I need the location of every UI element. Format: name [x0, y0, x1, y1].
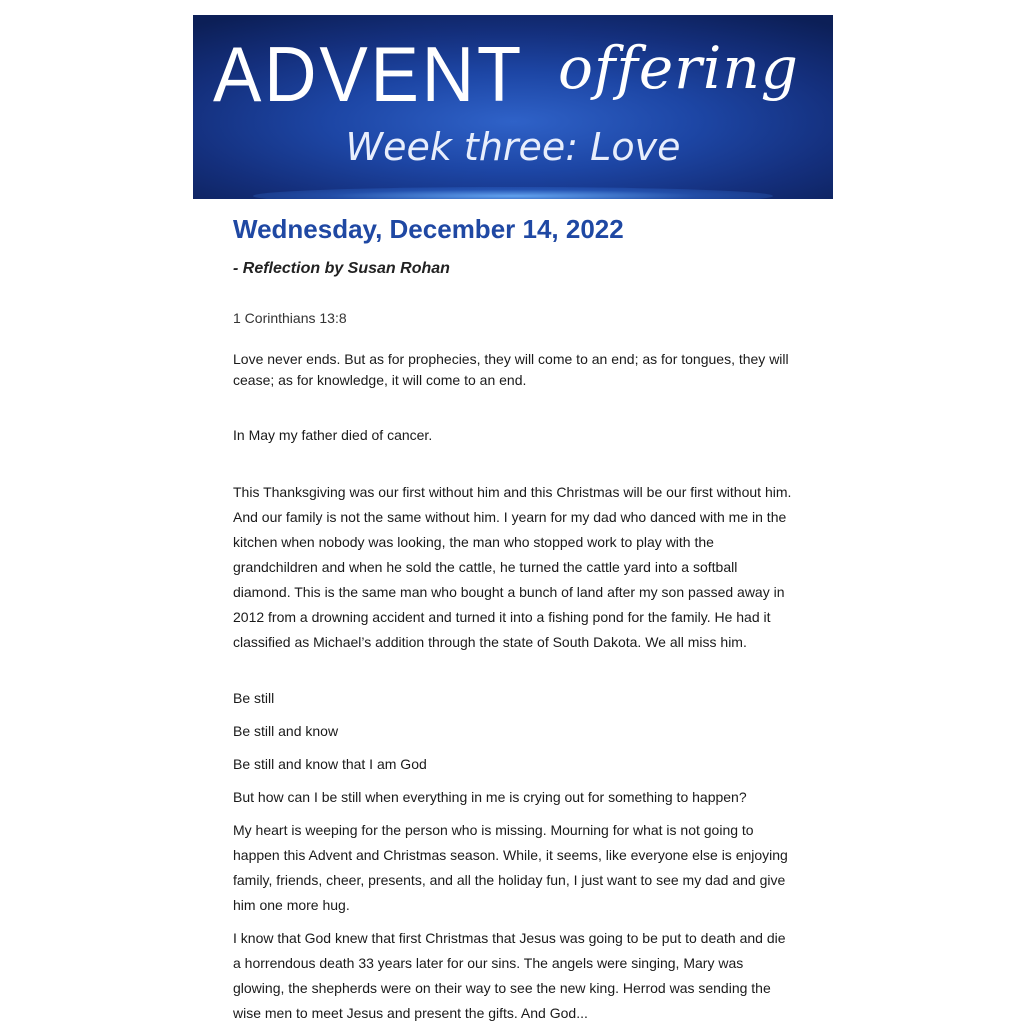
banner-subtitle: Week three: Love — [345, 125, 681, 169]
reflection-byline: - Reflection by Susan Rohan — [233, 260, 450, 277]
poem-line: Be still and know that I am God — [233, 756, 427, 772]
scripture-reference: 1 Corinthians 13:8 — [233, 310, 347, 326]
advent-offering-banner — [193, 15, 833, 199]
poem-line: Be still and know — [233, 723, 339, 739]
reflection-content — [233, 211, 793, 1024]
reflection-date: Wednesday, December 14, 2022 — [233, 214, 624, 244]
paragraph-father: In May my father died of cancer. — [233, 427, 433, 443]
scripture-text: Love never ends. But as for prophecies, they will come to an end; as for tongues, they will cease; as for knowledge, it will come to an end. — [233, 351, 789, 388]
banner-title-advent: ADVENT — [213, 30, 524, 118]
paragraph-thanksgiving: This Thanksgiving was our first without him and this Christmas will be our first without him. And our family is not the same without him. I yearn for my dad who danced with me in the kitchen when nobody was looking, the man who stopped work to play with the grandchildren and when he sold the cattle, he turned the cattle yard into a softball diamond. This is the same man who bought a bunch of land after my son passed away in 2012 from a drowning accident and turned it into a fishing pond for the family. He had it classified as Michael’s addition through the state of South Dakota. We all miss him. — [233, 484, 792, 650]
banner-title-offering: offering — [558, 34, 799, 102]
paragraph-heart: My heart is weeping for the person who is missing. Mourning for what is not going to happen this Advent and Christmas season. While, it seems, like everyone else is enjoying family, friends, cheer, presents, and all the holiday fun, I just want to see my dad and give him one more hug. — [233, 822, 788, 913]
poem-line: But how can I be still when everything in me is crying out for something to happen? — [233, 789, 747, 805]
banner-glow — [253, 187, 773, 199]
poem-line: Be still — [233, 690, 275, 706]
paragraph-god-knew: I know that God knew that first Christmas that Jesus was going to be put to death and die a horrendous death 33 years later for our sins. The angels were singing, Mary was glowing, the shepherds were on their way to see the new king. Herrod was sending the wise men to meet Jesus and present the gifts. And God... — [233, 930, 786, 1021]
